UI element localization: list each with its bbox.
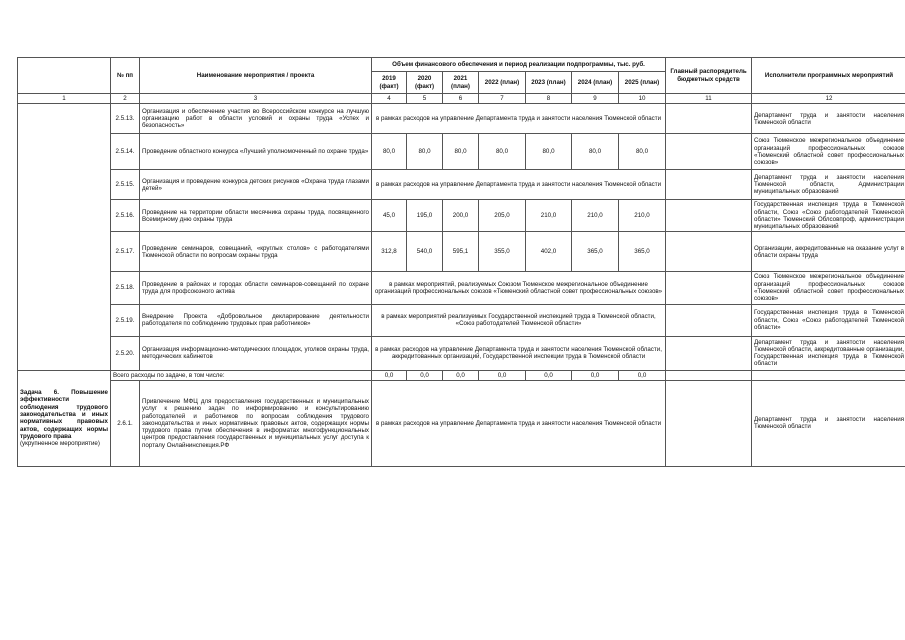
header-year-2019: 2019 (факт) — [372, 72, 407, 94]
row-value-2022: 355,0 — [479, 232, 526, 272]
row-manager — [666, 200, 752, 232]
row-number: 2.6.1. — [111, 380, 140, 466]
total-value-2023: 0,0 — [526, 370, 572, 380]
row-value-2021: 595,1 — [443, 232, 479, 272]
header-year-2022: 2022 (план) — [479, 72, 526, 94]
row-executors — [752, 200, 905, 232]
row-number: 2.5.20. — [111, 336, 140, 370]
table-row — [18, 304, 905, 336]
row-merged-funding: в рамках расходов на управление Департамента труда и занятости населения Тюменской области — [372, 170, 666, 200]
row-manager — [666, 272, 752, 304]
row-value-2025: 80,0 — [619, 134, 666, 170]
row-value-2019: 45,0 — [372, 200, 407, 232]
row-number: 2.5.15. — [111, 170, 140, 200]
index-cell: 6 — [443, 94, 479, 104]
index-cell: 2 — [111, 94, 140, 104]
total-value-2024: 0,0 — [572, 370, 619, 380]
row-value-2024: 365,0 — [572, 232, 619, 272]
total-row — [18, 370, 905, 380]
table-row — [18, 134, 905, 170]
total-manager — [666, 370, 752, 380]
row-manager — [666, 380, 752, 466]
row-value-2024: 80,0 — [572, 134, 619, 170]
row-merged-funding: в рамках мероприятий реализуемых Государственной инспекцией труда в Тюменской области, «Союз работодателей Тюменской области» — [372, 304, 666, 336]
header-year-2025: 2025 (план) — [619, 72, 666, 94]
row-manager — [666, 170, 752, 200]
total-value-2019: 0,0 — [372, 370, 407, 380]
header-name: Наименование мероприятия / проекта — [140, 58, 372, 94]
row-manager — [666, 336, 752, 370]
row-executors: Департамент труда и занятости населения Тюменской области, Администрации муниципальных образований — [752, 170, 905, 200]
row-manager — [666, 232, 752, 272]
header-manager: Главный распорядитель бюджетных средств — [666, 58, 752, 94]
index-cell: 11 — [666, 94, 752, 104]
header-blank-cell — [18, 58, 111, 94]
table-row — [18, 104, 905, 134]
table-row — [18, 200, 905, 232]
row-executors-text: Государственная инспекция труда в Тюменской области, Союз «Союз работодателей Тюменской области» Тюменский Облсовпроф, администрации муниципальных образований — [754, 201, 905, 231]
table-row — [18, 170, 905, 200]
row-value-2020: 195,0 — [407, 200, 443, 232]
task-goal: Задача 6. Повышение эффективности соблюдения трудового законодательства и иных нормативных правовых актов, содержащих нормы трудового права — [20, 389, 108, 440]
row-executors: Организации, аккредитованные на оказание услуг в области охраны труда — [752, 232, 905, 272]
program-table — [17, 57, 905, 467]
row-name: Привлечение МФЦ для предоставления государственных и муниципальных услуг к решению задач по информированию и консультированию работодателей и работников по вопросам соблюдения трудового законодательства и иных нормативных правовых актов, содержащих нормы трудового права путем обеспечения в информатах многофункциональных центров предоставления государственных и муниципальных услуг доступа к порталу Онлайнинспекция.РФ — [140, 380, 372, 466]
total-value-2021: 0,0 — [443, 370, 479, 380]
index-cell: 3 — [140, 94, 372, 104]
row-value-2022: 205,0 — [479, 200, 526, 232]
header-volume: Объем финансового обеспечения и период реализации подпрограммы, тыс. руб. — [372, 58, 666, 72]
index-cell: 8 — [526, 94, 572, 104]
total-value-2022: 0,0 — [479, 370, 526, 380]
row-number: 2.5.13. — [111, 104, 140, 134]
row-value-2019: 312,8 — [372, 232, 407, 272]
task-goal-note: (укрупненное мероприятие) — [20, 440, 100, 448]
row-executors: Союз Тюменское межрегиональное объединение организаций профессиональных союзов «Тюменский областной совет профессиональных союзов» — [752, 272, 905, 304]
table-row — [18, 232, 905, 272]
row-value-2023: 402,0 — [526, 232, 572, 272]
row-merged-funding: в рамках мероприятий, реализуемых Союзом Тюменское межрегиональное объединение организаций профессиональных союзов «Тюменский областной совет профессиональных союзов» — [372, 272, 666, 304]
row-value-2020: 540,0 — [407, 232, 443, 272]
index-cell: 10 — [619, 94, 666, 104]
row-name: Организация и обеспечение участия во Всероссийском конкурсе на лучшую организацию работ в области условий и охраны труда «Успех и безопасность» — [140, 104, 372, 134]
row-value-2021: 80,0 — [443, 134, 479, 170]
header-year-2021: 2021 (план) — [443, 72, 479, 94]
header-executors: Исполнители программных мероприятий — [752, 58, 905, 94]
row-merged-funding: в рамках расходов на управление Департамента труда и занятости населения Тюменской области — [372, 104, 666, 134]
row-name: Организация информационно-методических площадок, уголков охраны труда, методических кабинетов — [140, 336, 372, 370]
header-year-2020: 2020 (факт) — [407, 72, 443, 94]
header-year-2024: 2024 (план) — [572, 72, 619, 94]
row-executors: Департамент труда и занятости населения Тюменской области, аккредитованные организации, Государственная инспекция труда в Тюменской области — [752, 336, 905, 370]
row-name: Проведение на территории области месячника охраны труда, посвященного Всемирному дню охраны труда — [140, 200, 372, 232]
row-number: 2.5.14. — [111, 134, 140, 170]
row-name: Внедрение Проекта «Добровольное декларирование деятельности работодателя по соблюдению трудовых прав работников» — [140, 304, 372, 336]
column-index-row — [18, 94, 905, 104]
row-manager — [666, 104, 752, 134]
index-cell: 9 — [572, 94, 619, 104]
row-value-2025: 365,0 — [619, 232, 666, 272]
row-executors: Государственная инспекция труда в Тюменской области, Союз «Союз работодателей Тюменской области» — [752, 304, 905, 336]
row-number: 2.5.18. — [111, 272, 140, 304]
total-label: Всего расходы по задаче, в том числе: — [111, 370, 372, 380]
row-number: 2.5.19. — [111, 304, 140, 336]
row-number: 2.5.17. — [111, 232, 140, 272]
row-manager — [666, 304, 752, 336]
row-value-2022: 80,0 — [479, 134, 526, 170]
row-value-2023: 80,0 — [526, 134, 572, 170]
row-value-2019: 80,0 — [372, 134, 407, 170]
index-cell: 4 — [372, 94, 407, 104]
table-row — [18, 380, 905, 466]
row-value-2021: 200,0 — [443, 200, 479, 232]
row-manager — [666, 134, 752, 170]
row-value-2025: 210,0 — [619, 200, 666, 232]
header-no: № пп — [111, 58, 140, 94]
row-number: 2.5.16. — [111, 200, 140, 232]
row-value-2023: 210,0 — [526, 200, 572, 232]
row-name: Проведение семинаров, совещаний, «круглых столов» с работодателями Тюменской области по вопросам охраны труда — [140, 232, 372, 272]
row-value-2024: 210,0 — [572, 200, 619, 232]
row-name: Проведение в районах и городах области семинаров-совещаний по охране труда для профсоюзного актива — [140, 272, 372, 304]
row-merged-funding: в рамках расходов на управление Департамента труда и занятости населения Тюменской области — [372, 380, 666, 466]
header-year-2023: 2023 (план) — [526, 72, 572, 94]
total-value-2020: 0,0 — [407, 370, 443, 380]
row-executors: Департамент труда и занятости населения Тюменской области — [752, 380, 905, 466]
index-cell: 7 — [479, 94, 526, 104]
row-executors: Департамент труда и занятости населения Тюменской области — [752, 104, 905, 134]
goal-cell-empty — [18, 104, 111, 370]
row-executors: Союз Тюменское межрегиональное объединение организаций профессиональных союзов «Тюменский областной совет профессиональных союзов» — [752, 134, 905, 170]
total-value-2025: 0,0 — [619, 370, 666, 380]
row-value-2020: 80,0 — [407, 134, 443, 170]
table-row — [18, 336, 905, 370]
index-cell: 12 — [752, 94, 905, 104]
row-name: Проведение областного конкурса «Лучший уполномоченный по охране труда» — [140, 134, 372, 170]
row-merged-funding: в рамках расходов на управление Департамента труда и занятости населения Тюменской области, аккредитованных организаций, Государственной инспекции труда в Тюменской области — [372, 336, 666, 370]
index-cell: 1 — [18, 94, 111, 104]
index-cell: 5 — [407, 94, 443, 104]
total-executors — [752, 370, 905, 380]
table-row — [18, 272, 905, 304]
row-name: Организация и проведение конкурса детских рисунков «Охрана труда глазами детей» — [140, 170, 372, 200]
goal-cell — [18, 370, 111, 466]
